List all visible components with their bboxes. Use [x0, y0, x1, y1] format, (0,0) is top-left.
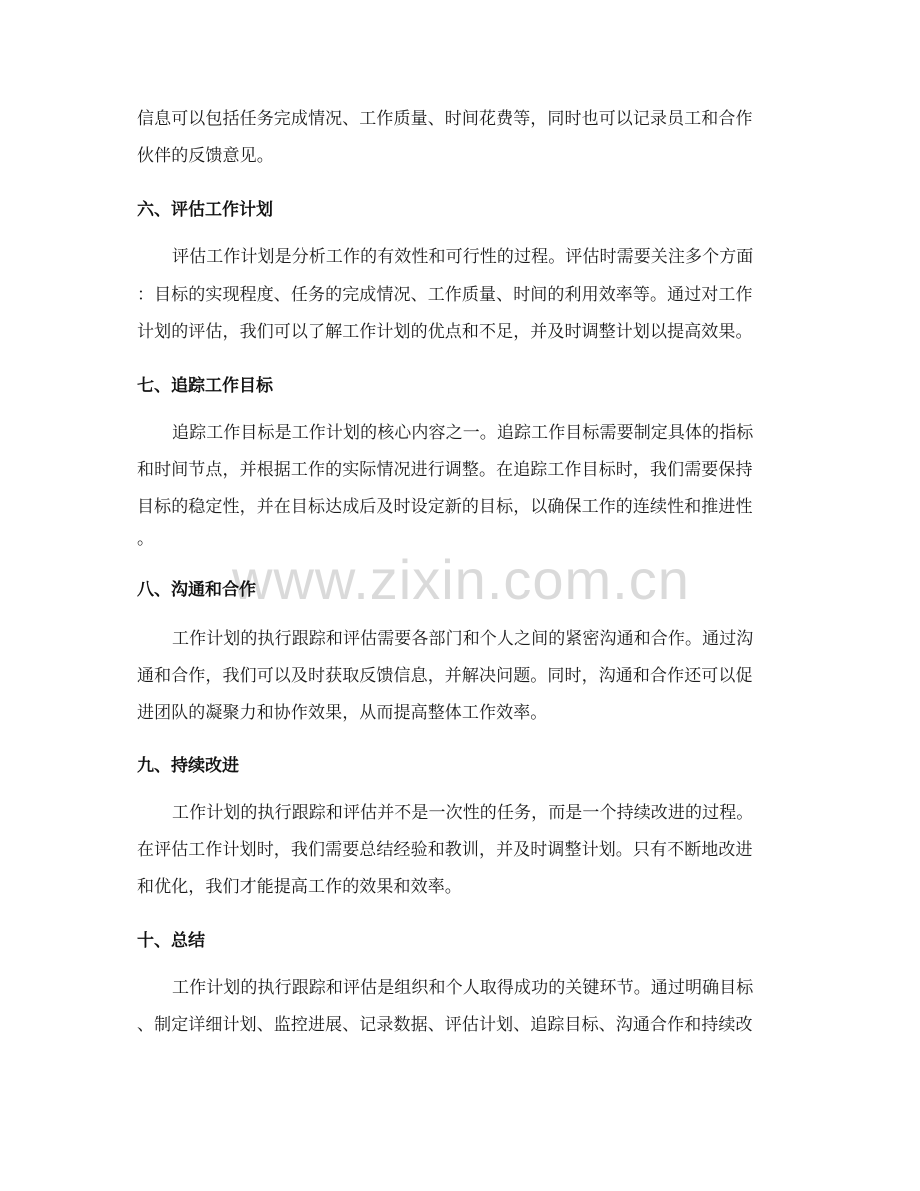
paragraph-line: 和优化，我们才能提高工作的效果和效率。: [137, 877, 462, 897]
paragraph-line: 和时间节点，并根据工作的实际情况进行调整。在追踪工作目标时，我们需要保持: [137, 460, 753, 480]
section-heading: 九、持续改进: [137, 756, 239, 776]
section-heading: 十、总结: [137, 931, 205, 951]
paragraph-line: 工作计划的执行跟踪和评估并不是一次性的任务，而是一个持续改进的过程。: [172, 803, 754, 823]
section-heading: 七、追踪工作目标: [137, 376, 273, 396]
paragraph-line: 计划的评估，我们可以了解工作计划的优点和不足，并及时调整计划以提高效果。: [137, 322, 753, 342]
paragraph-line: 、制定详细计划、监控进展、记录数据、评估计划、追踪目标、沟通合作和持续改: [137, 1015, 753, 1035]
paragraph-line: 目标的稳定性，并在目标达成后及时设定新的目标，以确保工作的连续性和推进性: [137, 497, 753, 517]
paragraph-line: 追踪工作目标是工作计划的核心内容之一。追踪工作目标需要制定具体的指标: [172, 423, 754, 443]
paragraph-line: 评估工作计划是分析工作的有效性和可行性的过程。评估时需要关注多个方面: [172, 247, 754, 267]
paragraph-line: 通和合作，我们可以及时获取反馈信息，并解决问题。同时，沟通和合作还可以促: [137, 666, 753, 686]
paragraph-line: ：目标的实现程度、任务的完成情况、工作质量、时间的利用效率等。通过对工作: [137, 285, 753, 305]
paragraph-line: 信息可以包括任务完成情况、工作质量、时间花费等，同时也可以记录员工和合作: [137, 109, 753, 129]
paragraph-line: 工作计划的执行跟踪和评估需要各部门和个人之间的紧密沟通和合作。通过沟: [172, 629, 754, 649]
paragraph-line: 进团队的凝聚力和协作效果，从而提高整体工作效率。: [137, 703, 548, 723]
paragraph-line: 工作计划的执行跟踪和评估是组织和个人取得成功的关键环节。通过明确目标: [172, 978, 754, 998]
section-heading: 八、沟通和合作: [137, 580, 256, 600]
section-heading: 六、评估工作计划: [137, 200, 273, 220]
paragraph-line: 。: [137, 529, 155, 549]
paragraph-line: 伙伴的反馈意见。: [137, 146, 274, 166]
paragraph-line: 在评估工作计划时，我们需要总结经验和教训，并及时调整计划。只有不断地改进: [137, 840, 753, 860]
watermark: www.zixin.com.cn: [232, 548, 690, 611]
